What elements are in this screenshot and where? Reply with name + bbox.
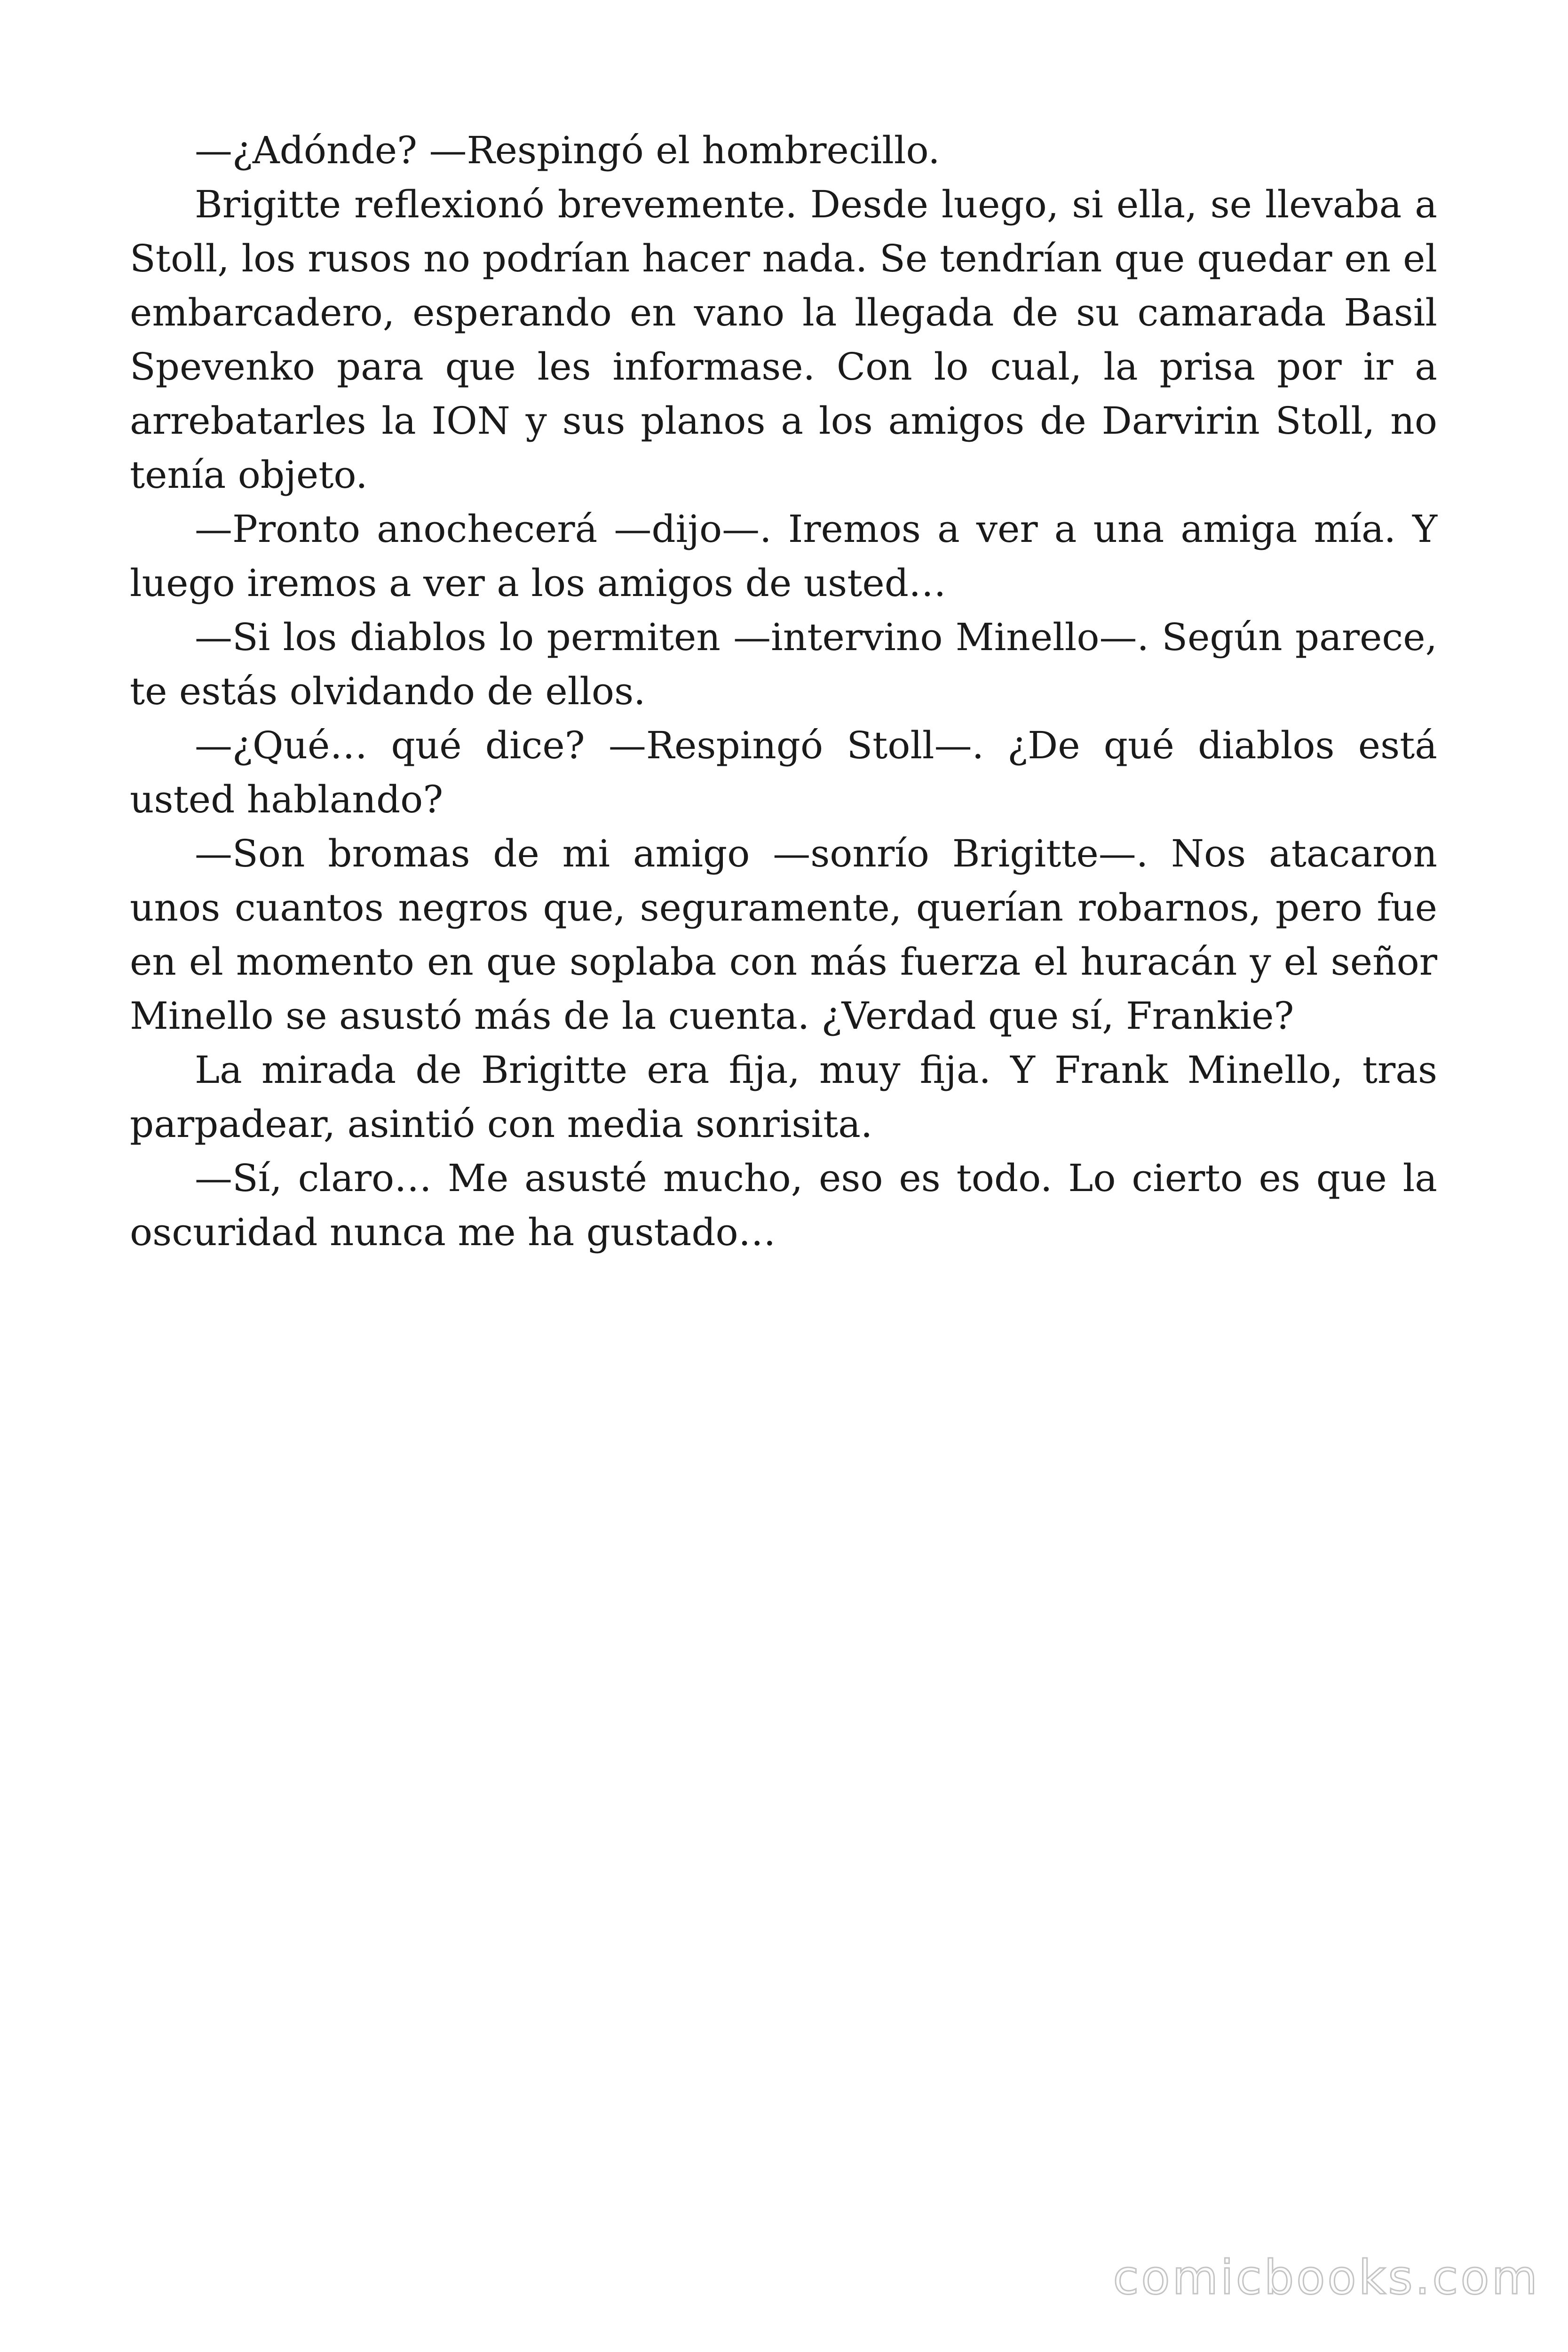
site-watermark: comicbooks.com <box>1113 2250 1540 2305</box>
paragraph-1: —¿Adónde? —Respingó el hombrecillo. <box>195 128 940 172</box>
paragraph-6: —Son bromas de mi amigo —sonrío Brigitte—. Nos atacaron unos cuantos negros que, seguramente, querían robarnos, pero fue en el momento en que soplaba con más fuerza el huracán y el señor Minello se asustó más de la cuenta. ¿Verdad que sí, Frankie? <box>130 832 1437 1038</box>
body-text <box>130 123 1437 1259</box>
paragraph-7: La mirada de Brigitte era fija, muy fija. Y Frank Minello, tras parpadear, asintió con media sonrisita. <box>130 1048 1437 1146</box>
paragraph-8: —Sí, claro… Me asusté mucho, eso es todo. Lo cierto es que la oscuridad nunca me ha gustado… <box>130 1156 1437 1254</box>
paragraph-2: Brigitte reflexionó brevemente. Desde luego, si ella, se llevaba a Stoll, los rusos no podrían hacer nada. Se tendrían que quedar en el embarcadero, esperando en vano la llegada de su camarada Basil Spevenko para que les informase. Con lo cual, la prisa por ir a arrebatarles la ION y sus planos a los amigos de Darvirin Stoll, no tenía objeto. <box>130 183 1437 497</box>
paragraph-5: —¿Qué… qué dice? —Respingó Stoll—. ¿De qué diablos está usted hablando? <box>130 723 1437 821</box>
paragraph-4: —Si los diablos lo permiten —intervino Minello—. Según parece, te estás olvidando de ellos. <box>130 615 1437 713</box>
paragraph-3: —Pronto anochecerá —dijo—. Iremos a ver a una amiga mía. Y luego iremos a ver a los amigos de usted… <box>130 507 1437 605</box>
